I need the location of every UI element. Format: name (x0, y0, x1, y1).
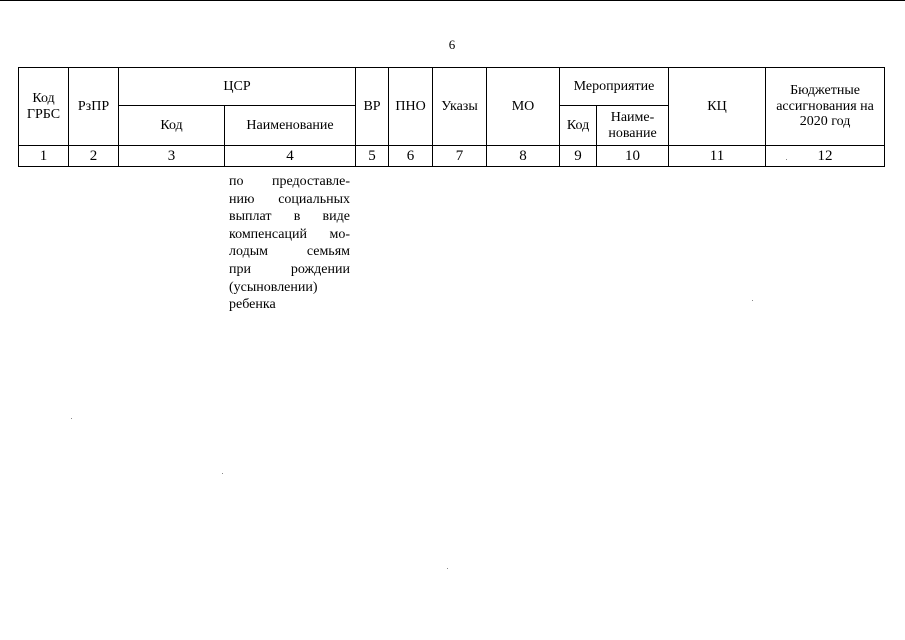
scan-speck (222, 473, 223, 474)
header-csr-kod: Код (119, 106, 225, 146)
header-rzpr: РзПР (69, 68, 119, 146)
header-ukazy: Указы (433, 68, 487, 146)
column-number: 10 (597, 146, 669, 167)
column-number: 3 (119, 146, 225, 167)
continuation-line: выплат в виде (229, 209, 350, 225)
column-number: 2 (69, 146, 119, 167)
header-kod-grbs: Код ГРБС (19, 68, 69, 146)
continuation-line: ребенка (229, 297, 276, 313)
scan-speck (71, 418, 72, 419)
budget-table (18, 67, 885, 167)
column-number: 9 (560, 146, 597, 167)
header-csr: ЦСР (119, 68, 356, 106)
column-number: 1 (19, 146, 69, 167)
continuation-line: по предоставле- (229, 174, 350, 189)
scan-speck (752, 300, 753, 301)
column-number: 12 (766, 146, 885, 167)
continuation-text (229, 173, 350, 314)
header-pno: ПНО (389, 68, 433, 146)
header-vr: ВР (356, 68, 389, 146)
page-number: 6 (448, 37, 456, 52)
column-number: 5 (356, 146, 389, 167)
column-number: 8 (487, 146, 560, 167)
column-number: 4 (225, 146, 356, 167)
scan-speck (786, 159, 787, 160)
top-rule (0, 0, 905, 1)
continuation-line: при рождении (229, 261, 350, 277)
column-number: 6 (389, 146, 433, 167)
header-budget: Бюджетные ассигнования на 2020 год (766, 68, 885, 146)
header-kc: КЦ (669, 68, 766, 146)
header-mer-name: Наиме-нование (597, 106, 669, 146)
header-mer-kod: Код (560, 106, 597, 146)
continuation-line: лодым семьям (229, 244, 350, 260)
column-number: 7 (433, 146, 487, 167)
header-meropriyatie: Мероприятие (560, 68, 669, 106)
header-csr-name: Наименование (225, 106, 356, 146)
column-number: 11 (669, 146, 766, 167)
scan-speck (447, 568, 448, 569)
header-mo: МО (487, 68, 560, 146)
continuation-line: нию социальных (229, 191, 350, 207)
continuation-line: (усыновлении) (229, 279, 318, 295)
column-number-row (19, 146, 885, 167)
continuation-line: компенсаций мо- (229, 226, 350, 242)
